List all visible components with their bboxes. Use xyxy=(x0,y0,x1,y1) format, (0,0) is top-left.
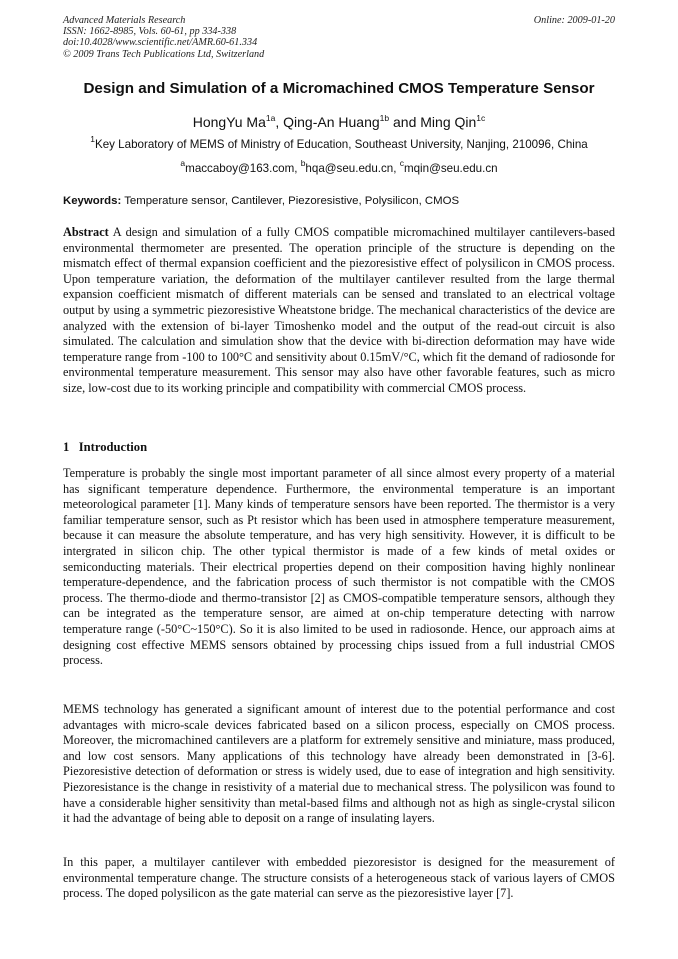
doi-line: doi:10.4028/www.scientific.net/AMR.60-61.334 xyxy=(63,37,258,49)
author-superscript: 1c xyxy=(476,113,486,123)
email-address: maccaboy@163.com, xyxy=(185,162,301,175)
email-line xyxy=(40,158,638,175)
email-superscript: c xyxy=(399,158,404,168)
keywords-text: Temperature sensor, Cantilever, Piezoresistive, Polysilicon, CMOS xyxy=(121,195,460,207)
author-separator: and xyxy=(389,114,421,130)
author-name: Qing-An Huang xyxy=(283,114,380,130)
author-separator: , xyxy=(275,114,284,130)
affiliation-superscript: 1 xyxy=(90,134,95,144)
abstract-text: A design and simulation of a fully CMOS compatible micromachined multilayer cantilevers-based environmental thermometer are presented. The operation principle of the structure is depending on the mismatch effect of thermal expansion coefficient and the piezoresistive effect of polysilicon in CMOS process. Upon temperature variation, the deformation of the multilayer cantilever resulted from the large thermal expansion coefficient mismatch of different materials can be sensed and translated to an electrical voltage output by using a symmetric piezoresistive Wheatstone bridge. The mechanical characteristics of the device are analyzed with the extension of bi-layer Timoshenko model and the output of the read-out circuit is also simulated. The calculation and simulation show that the device with bi-direction deformation may have wide temperature range from -100 to 100°C and sensitivity about 0.15mV/°C, which fit the demand of radiosonde for environmental temperature measurement. This sensor may also have other favorable features, such as micro size, low-cost due to its working principle and compatibility with commercial CMOS process. xyxy=(63,225,615,395)
author-line xyxy=(40,114,638,130)
issn-line: ISSN: 1662-8985, Vols. 60-61, pp 334-338 xyxy=(63,26,237,38)
keywords-label: Keywords: xyxy=(63,195,122,207)
body-paragraph: MEMS technology has generated a significant amount of interest due to the potential performance and cost advantages with micro-scale devices fabricated based on a silicon process, especially on CMOS process. Moreover, the micromachined cantilevers are a platform for extremely sensitive and miniature, mass produced, and low cost sensors. Many applications of this technology have already been demonstrated in [3-6]. Piezoresistive detection of deformation or stress is widely used, due to ease of integration and high sensitivity. Piezoresistance is the change in resistivity of a material due to mechanical stress. The polysilicon was found to have a considerable higher sensitivity than metal-based films and although not as high as single-crystal silicon it had the advantage of being able to deposit on a range of insulating layers. xyxy=(63,702,615,826)
online-date: Online: 2009-01-20 xyxy=(533,15,615,26)
copyright-line: © 2009 Trans Tech Publications Ltd, Switzerland xyxy=(63,48,265,60)
journal-name: Advanced Materials Research xyxy=(63,15,186,26)
body-paragraph: Temperature is probably the single most important parameter of all since almost every property of a material has significant temperature dependence. Furthermore, the environmental temperature is an important meteorological parameter [1]. Many kinds of temperature sensors have been reported. The thermistor is a very familiar temperature sensor, such as Pt resistor which has been used in atmosphere temperature measurement, because it can measure the absolute temperature, and has very high sensitivity. However, it is difficult to be intergrated in silicon chip. The other typical thermistor is made of a few kinds of metal oxides or semiconducting materials. Their electrical properties depend on their composition having highly nonlinear temperature-dependence, and the fabrication process of such thermistor is not compatible with the CMOS process. The thermo-diode and thermo-transistor [2] as CMOS-compatible temperature sensors, although they can be integrated as the temperature sensor, are aimed at on-chip temperature detecting with narrow temperature range (-50°C~150°C). So it is also limited to be used in radiosonde. Hence, our approach aims at designing cost effective MEMS sensors obtained by processing chips issued from a full industrial CMOS process. xyxy=(63,466,615,668)
abstract-label: Abstract xyxy=(63,225,109,239)
author-name: Ming Qin xyxy=(420,114,477,130)
email-superscript: a xyxy=(180,158,186,168)
email-address: mqin@seu.edu.cn xyxy=(403,162,498,175)
abstract-paragraph xyxy=(63,225,615,397)
author-name: HongYu Ma xyxy=(192,114,266,130)
paper-title: Design and Simulation of a Micromachined CMOS Temperature Sensor xyxy=(83,80,595,97)
body-paragraph: In this paper, a multilayer cantilever with embedded piezoresistor is designed for the measurement of environmental temperature change. The structure consists of a heterogeneous stack of various layers of CMOS process. The doped polysilicon as the gate material can serve as the piezoresistive layer [7]. xyxy=(63,855,615,901)
section-number: 1 xyxy=(63,440,70,454)
author-superscript: 1a xyxy=(265,113,276,123)
section-title: Introduction xyxy=(78,440,148,454)
affiliation xyxy=(30,134,648,151)
section-heading-introduction xyxy=(63,440,615,455)
keywords xyxy=(63,195,615,207)
author-superscript: 1b xyxy=(379,113,390,123)
journal-header xyxy=(63,15,615,60)
email-superscript: b xyxy=(300,158,306,168)
email-address: hqa@seu.edu.cn, xyxy=(305,162,400,175)
affiliation-text: Key Laboratory of MEMS of Ministry of Education, Southeast University, Nanjing, 210096, China xyxy=(94,138,588,151)
